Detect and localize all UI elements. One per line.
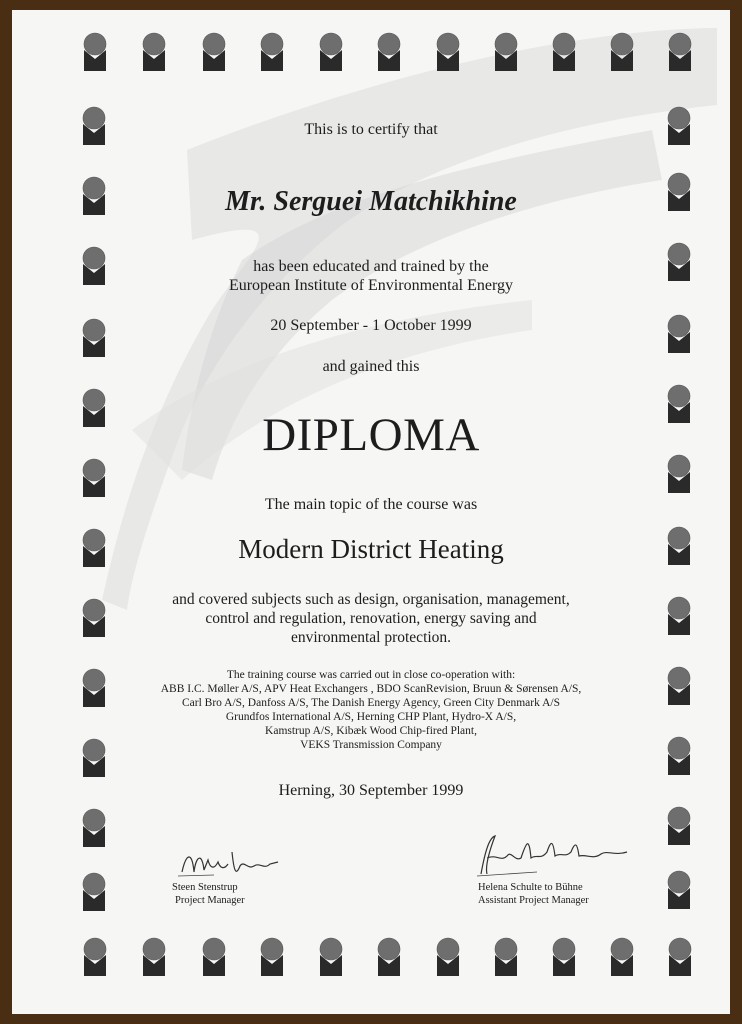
emblem-icon [260,937,284,977]
trained-line-1: has been educated and trained by the [253,258,489,275]
signatory-1-name: Steen Stenstrup [172,882,238,893]
emblem-icon [610,32,634,72]
cooperation-line: Carl Bro A/S, Danfoss A/S, The Danish Energy Agency, Green City Denmark A/S [182,697,560,709]
emblem-icon [202,937,226,977]
subjects-line: environmental protection. [290,629,452,646]
diploma-title: DIPLOMA [262,409,480,461]
emblem-icon [610,937,634,977]
certify-text: This is to certify that [304,121,438,138]
signatory-2-name: Helena Schulte to Bühne [478,882,583,893]
course-dates: 20 September - 1 October 1999 [270,317,472,334]
signatory-1-role: Project Manager [175,895,245,906]
cooperation-line: VEKS Transmission Company [300,739,442,751]
emblem-icon [82,808,106,848]
emblem-icon [319,937,343,977]
emblem-icon [82,872,106,912]
emblem-icon [142,32,166,72]
emblem-icon [142,937,166,977]
emblem-icon [436,32,460,72]
cooperation-line: The training course was carried out in close co-operation with: [226,669,516,681]
emblem-icon [83,32,107,72]
emblem-icon [319,32,343,72]
subjects-line: and covered subjects such as design, organisation, management, [172,591,570,608]
cooperation-line: Grundfos International A/S, Herning CHP Plant, Hydro-X A/S, [225,711,517,723]
emblem-icon [667,870,691,910]
emblem-icon [668,937,692,977]
diploma-paper [12,10,730,1014]
emblem-icon [667,806,691,846]
cooperation-line: ABB I.C. Møller A/S, APV Heat Exchangers , BDO ScanRevision, Bruun & Sørensen A/S, [160,683,582,695]
emblem-icon [202,32,226,72]
gained-text: and gained this [322,358,420,375]
recipient-name: Mr. Serguei Matchikhine [225,186,517,217]
signatory-2-role: Assistant Project Manager [478,895,589,906]
emblem-icon [494,32,518,72]
cooperation-line: Kamstrup A/S, Kibæk Wood Chip-fired Plant, [265,725,477,737]
emblem-icon [668,32,692,72]
topic-intro: The main topic of the course was [264,496,478,513]
emblem-icon [377,937,401,977]
subjects-line: control and regulation, renovation, energy saving and [205,610,537,627]
emblem-icon [552,937,576,977]
course-topic: Modern District Heating [238,534,504,564]
emblem-icon [552,32,576,72]
emblem-icon [82,458,106,498]
institute-line: European Institute of Environmental Energy [228,277,514,294]
place-date: Herning, 30 September 1999 [278,782,464,799]
emblem-icon [377,32,401,72]
signature-2-handwriting [467,832,637,882]
emblem-icon [494,937,518,977]
emblem-icon [436,937,460,977]
emblem-icon [83,937,107,977]
signature-1-handwriting [174,842,284,886]
emblem-icon [260,32,284,72]
